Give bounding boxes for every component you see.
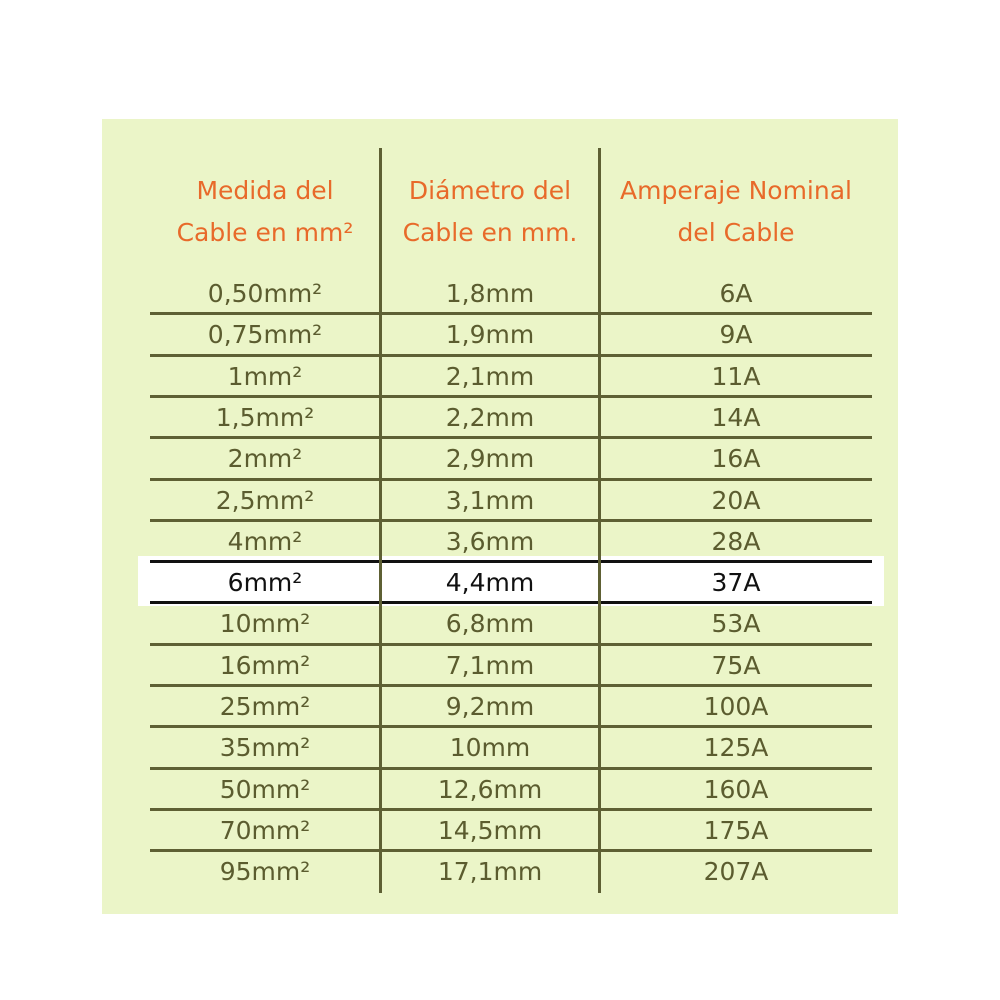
cell-diameter: 2,2mm [445,403,535,432]
table-row [150,356,872,397]
table-row [150,314,872,355]
table-row [150,438,872,479]
cell-section: 35mm² [219,733,311,762]
cell-diameter: 1,8mm [445,279,535,308]
cell-diameter: 2,9mm [445,444,535,473]
cell-section: 50mm² [219,775,311,804]
cell-diameter: 17,1mm [437,857,543,886]
table-row [150,851,872,892]
cell-amperage: 100A [703,692,769,721]
header-nominal-amperage: Amperaje Nominal del Cable [620,176,852,247]
cell-diameter: 12,6mm [437,775,543,804]
table-row [150,645,872,686]
column-divider-2 [598,148,601,893]
cell-amperage: 37A [711,568,761,597]
cell-diameter: 1,9mm [445,320,535,349]
cell-amperage: 207A [703,857,769,886]
cell-diameter: 3,6mm [445,527,535,556]
cell-section: 95mm² [219,857,311,886]
table-row [150,397,872,438]
cell-amperage: 125A [703,733,769,762]
table-row [150,603,872,644]
cell-section: 1mm² [227,362,303,391]
table-row [150,769,872,810]
column-divider-1 [379,148,382,893]
cell-amperage: 20A [711,486,761,515]
cell-section: 1,5mm² [215,403,315,432]
cell-section: 70mm² [219,816,311,845]
table-row [150,686,872,727]
cell-amperage: 175A [703,816,769,845]
cell-section: 2,5mm² [215,486,315,515]
cell-section: 6mm² [227,568,303,597]
table-row [150,480,872,521]
cell-section: 0,50mm² [207,279,323,308]
cell-diameter: 4,4mm [445,568,535,597]
table-row [150,273,872,314]
cell-amperage: 6A [719,279,753,308]
cell-amperage: 75A [711,651,761,680]
cell-diameter: 10mm [449,733,531,762]
cell-amperage: 160A [703,775,769,804]
cell-section: 2mm² [227,444,303,473]
cell-section: 16mm² [219,651,311,680]
cell-section: 4mm² [227,527,303,556]
table-row [150,521,872,562]
cell-section: 0,75mm² [207,320,323,349]
cell-amperage: 28A [711,527,761,556]
cell-diameter: 7,1mm [445,651,535,680]
cell-section: 10mm² [219,609,311,638]
table-row-highlighted [150,562,872,603]
cell-diameter: 6,8mm [445,609,535,638]
cell-diameter: 9,2mm [445,692,535,721]
cell-diameter: 2,1mm [445,362,535,391]
cell-amperage: 9A [719,320,753,349]
cell-amperage: 14A [711,403,761,432]
header-cable-diameter: Diámetro del Cable en mm. [402,176,578,247]
table-row [150,727,872,768]
cell-amperage: 53A [711,609,761,638]
cell-section: 25mm² [219,692,311,721]
cell-amperage: 11A [711,362,761,391]
header-cable-section: Medida del Cable en mm² [176,176,354,247]
cell-diameter: 3,1mm [445,486,535,515]
table-row [150,810,872,851]
cell-diameter: 14,5mm [437,816,543,845]
cell-amperage: 16A [711,444,761,473]
